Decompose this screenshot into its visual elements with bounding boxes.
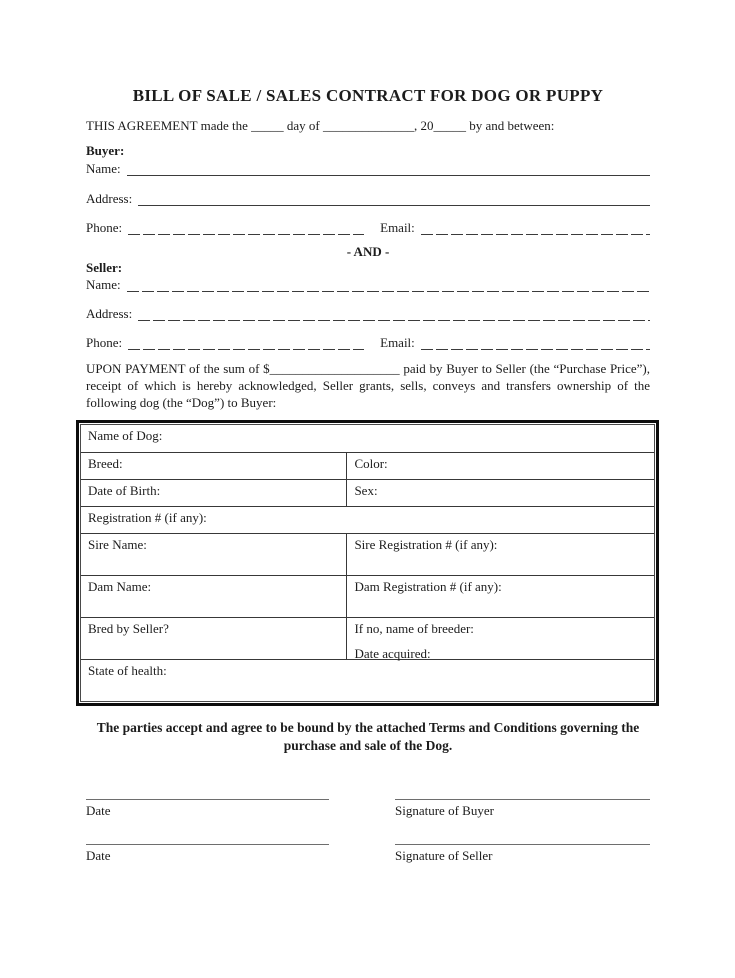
document-title: BILL OF SALE / SALES CONTRACT FOR DOG OR PUPPY <box>132 86 604 105</box>
table-row-name-of-dog <box>81 425 654 452</box>
seller-address-row <box>86 306 650 323</box>
payment-clause-paragraph: UPON PAYMENT of the sum of $____________________ paid by Buyer to Seller (the “Purchase Price”), receipt of which is hereby acknowledged, Seller grants, sells, conveys and transfers ownership of the following dog (the “Dog”) to Buyer: <box>86 360 650 411</box>
buyer-email-label: Email: <box>380 219 415 235</box>
seller-name-blank-line <box>127 277 650 292</box>
seller-signature-block <box>395 844 650 865</box>
cell-breeder-name-label: If no, name of breeder: <box>354 620 474 636</box>
dog-info-table <box>80 424 655 702</box>
buyer-phone-label: Phone: <box>86 219 123 235</box>
table-row-dam <box>81 575 654 617</box>
table-row-state-of-health <box>81 659 654 701</box>
seller-date-block <box>86 844 329 865</box>
seller-signature-label: Signature of Seller <box>395 847 493 863</box>
agreement-intro-line: THIS AGREEMENT made the _____ day of ______________, 20_____ by and between: <box>86 118 555 134</box>
buyer-phone-blank-line <box>128 220 364 235</box>
seller-section <box>86 260 650 351</box>
table-row-bred-by-seller <box>81 617 654 659</box>
buyer-section <box>86 143 650 236</box>
cell-name-of-dog: Name of Dog: <box>88 427 163 443</box>
cell-dam-registration: Dam Registration # (if any): <box>354 578 502 594</box>
cell-date-of-birth: Date of Birth: <box>81 480 347 506</box>
table-row-registration <box>81 506 654 533</box>
cell-sire-registration: Sire Registration # (if any): <box>354 536 498 552</box>
cell-sire-name: Sire Name: <box>81 534 347 575</box>
seller-phone-label: Phone: <box>86 334 123 350</box>
buyer-date-label: Date <box>86 802 111 818</box>
signature-section <box>86 799 650 865</box>
cell-registration: Registration # (if any): <box>88 509 207 525</box>
seller-email-label: Email: <box>380 334 415 350</box>
buyer-email-blank-line <box>421 220 650 235</box>
seller-date-label: Date <box>86 847 111 863</box>
buyer-address-row <box>86 190 650 208</box>
seller-address-label: Address: <box>86 305 133 321</box>
buyer-heading: Buyer: <box>86 143 125 159</box>
cell-state-of-health: State of health: <box>88 662 167 678</box>
buyer-address-blank-line <box>138 190 650 206</box>
cell-breeder-info <box>347 618 654 659</box>
cell-color: Color: <box>354 455 388 471</box>
buyer-address-label: Address: <box>86 190 133 206</box>
buyer-name-label: Name: <box>86 160 121 176</box>
seller-address-blank-line <box>138 306 650 321</box>
buyer-phone-email-row <box>86 220 650 237</box>
and-separator: - AND - <box>346 243 390 259</box>
seller-email-blank-line <box>421 335 650 350</box>
buyer-name-row <box>86 160 650 178</box>
buyer-date-block <box>86 799 329 820</box>
buyer-signature-block <box>395 799 650 820</box>
table-row-dob-sex <box>81 479 654 506</box>
terms-statement: The parties accept and agree to be bound by the attached Terms and Conditions governing the purchase and sale of the Dog. <box>96 719 640 753</box>
cell-breed: Breed: <box>81 453 347 479</box>
cell-date-acquired-label: Date acquired: <box>354 645 431 661</box>
buyer-name-blank-line <box>127 160 650 176</box>
seller-heading: Seller: <box>86 260 123 276</box>
seller-phone-blank-line <box>128 335 364 350</box>
buyer-signature-label: Signature of Buyer <box>395 802 494 818</box>
cell-bred-by-seller: Bred by Seller? <box>81 618 347 659</box>
cell-sex: Sex: <box>354 482 378 498</box>
table-row-sire <box>81 533 654 575</box>
seller-name-label: Name: <box>86 276 121 292</box>
table-row-breed-color <box>81 452 654 479</box>
seller-name-row <box>86 277 650 294</box>
cell-dam-name: Dam Name: <box>81 576 347 617</box>
seller-phone-email-row <box>86 335 650 352</box>
